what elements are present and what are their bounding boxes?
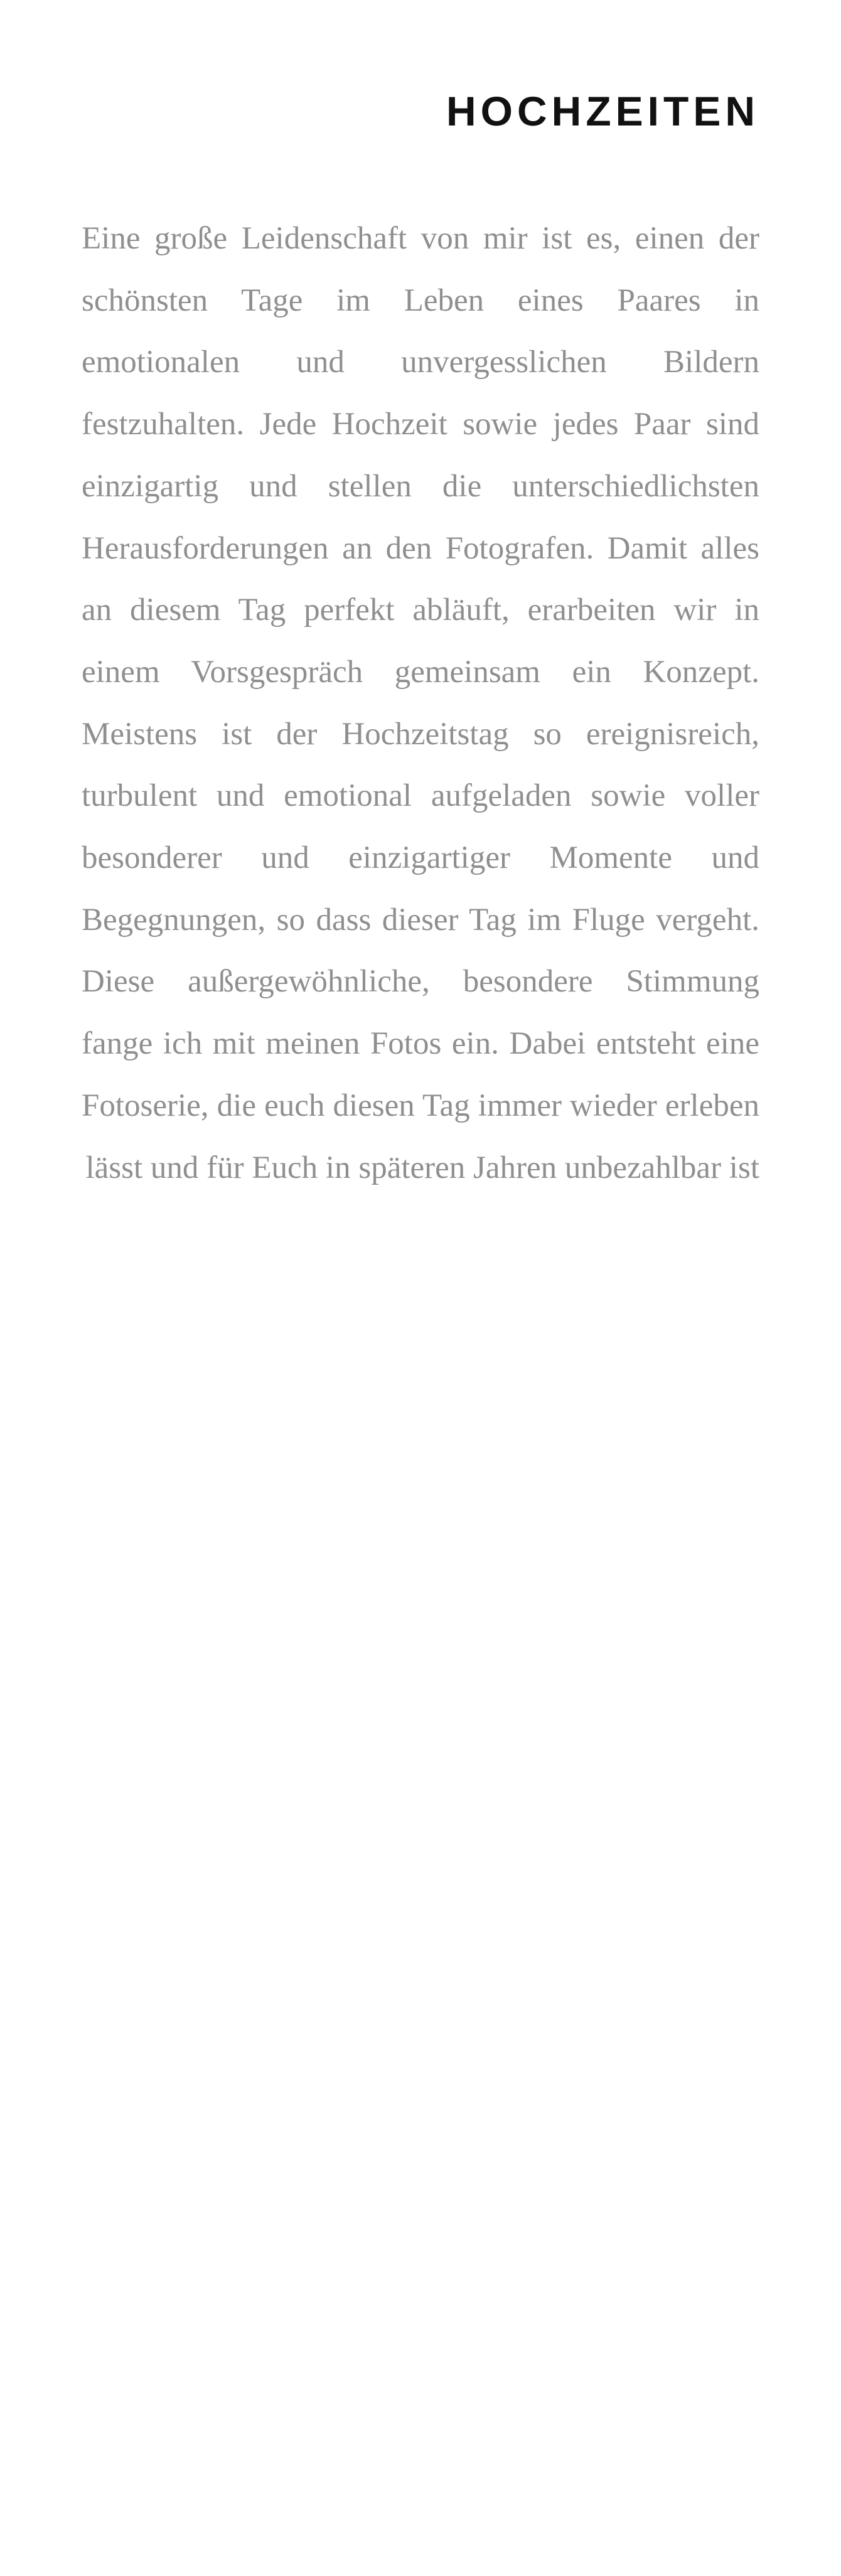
section-body-text: Eine große Leidenschaft von mir ist es, einen der schönsten Tage im Leben eines Paares in emotionalen und unvergesslichen Bildern festzuhalten. Jede Hochzeit sowie jedes Paar sind einzigartig und stellen die unterschiedlichsten Herausforderungen an den Fotografen. Damit alles an diesem Tag perfekt abläuft, erarbeiten wir in einem Vorsgespräch gemeinsam ein Konzept. Meistens ist der Hochzeitstag so ereignisreich, turbulent und emotional aufgeladen sowie voller besonderer und einzigartiger Momente und Begegnungen, so dass dieser Tag im Fluge vergeht. Diese außergewöhnliche, besondere Stimmung fange ich mit meinen Fotos ein. Dabei entsteht eine Fotoserie, die euch diesen Tag immer wieder erleben lässt und für Euch in späteren Jahren unbezahlbar ist	[82, 221, 759, 1185]
section-title: HOCHZEITEN	[446, 88, 759, 134]
